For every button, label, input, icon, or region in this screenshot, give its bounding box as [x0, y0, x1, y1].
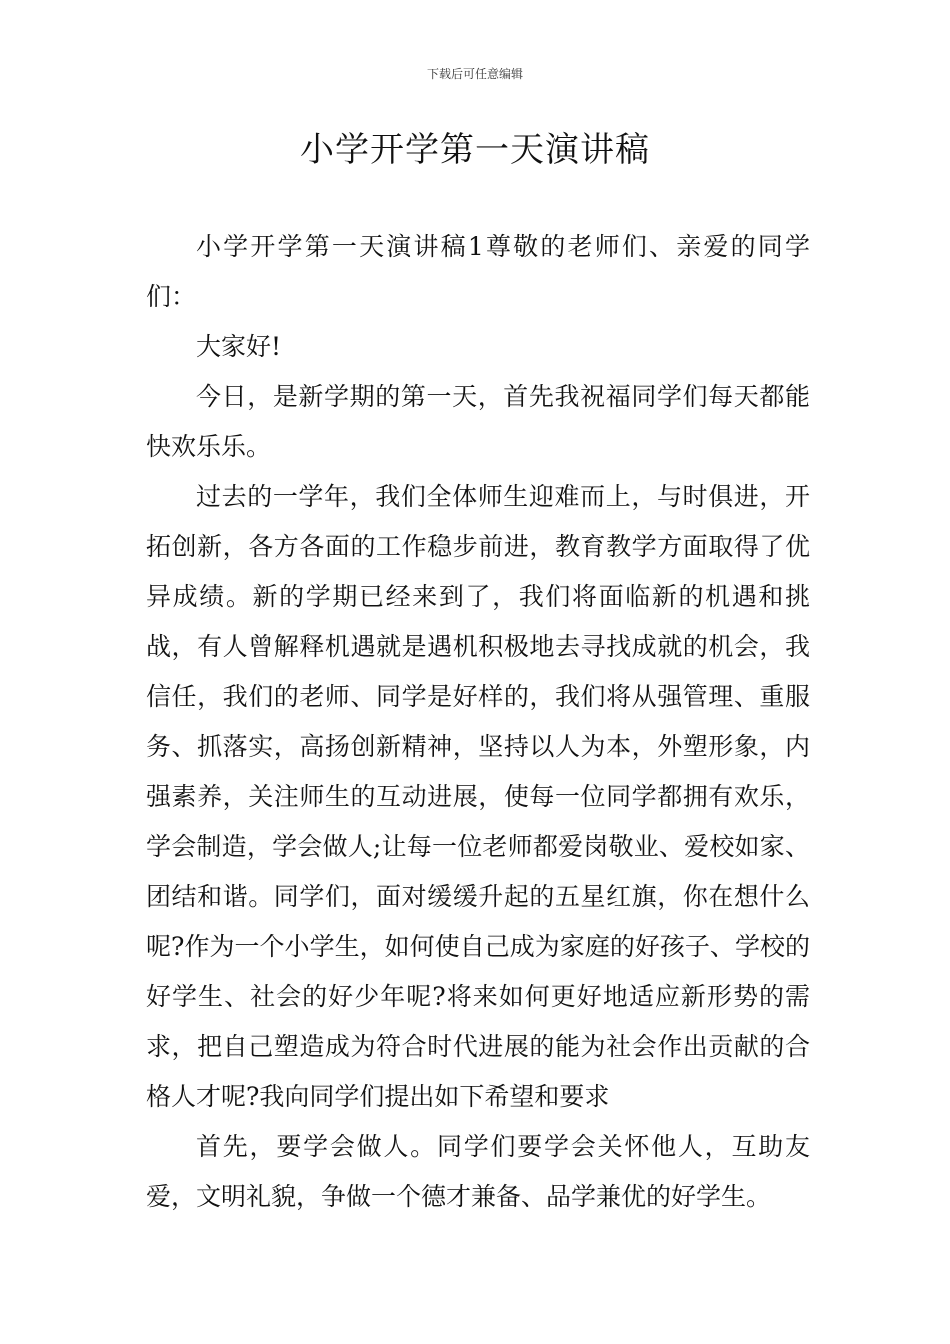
document-body [146, 222, 810, 1222]
document-title: 小学开学第一天演讲稿 [300, 130, 650, 170]
paragraph-first: 首先，要学会做人。同学们要学会关怀他人，互助友爱，文明礼貌，争做一个德才兼备、品学兼优的好学生。 [146, 1132, 810, 1211]
paragraph-today: 今日，是新学期的第一天，首先我祝福同学们每天都能快欢乐乐。 [146, 382, 810, 461]
paragraph-hello: 大家好! [196, 332, 282, 361]
paragraph-past-year: 过去的一学年，我们全体师生迎难而上，与时俱进，开拓创新，各方各面的工作稳步前进，教育教学方面取得了优异成绩。新的学期已经来到了，我们将面临新的机遇和挑战，有人曾解释机遇就是遇机积极地去寻找成就的机会，我信任，我们的老师、同学是好样的，我们将从强管理、重服务、抓落实，高扬创新精神，坚持以人为本，外塑形象，内强素养，关注师生的互动进展，使每一位同学都拥有欢乐，学会制造，学会做人;让每一位老师都爱岗敬业、爱校如家、团结和谐。同学们，面对缓缓升起的五星红旗，你在想什么呢?作为一个小学生，如何使自己成为家庭的好孩子、学校的好学生、社会的好少年呢?将来如何更好地适应新形势的需求，把自己塑造成为符合时代进展的能为社会作出贡献的合格人才呢?我向同学们提出如下希望和要求 [146, 482, 810, 1111]
header-note: 下载后可任意编辑 [426, 67, 523, 81]
paragraph-greeting: 小学开学第一天演讲稿1尊敬的老师们、亲爱的同学们： [146, 232, 810, 311]
